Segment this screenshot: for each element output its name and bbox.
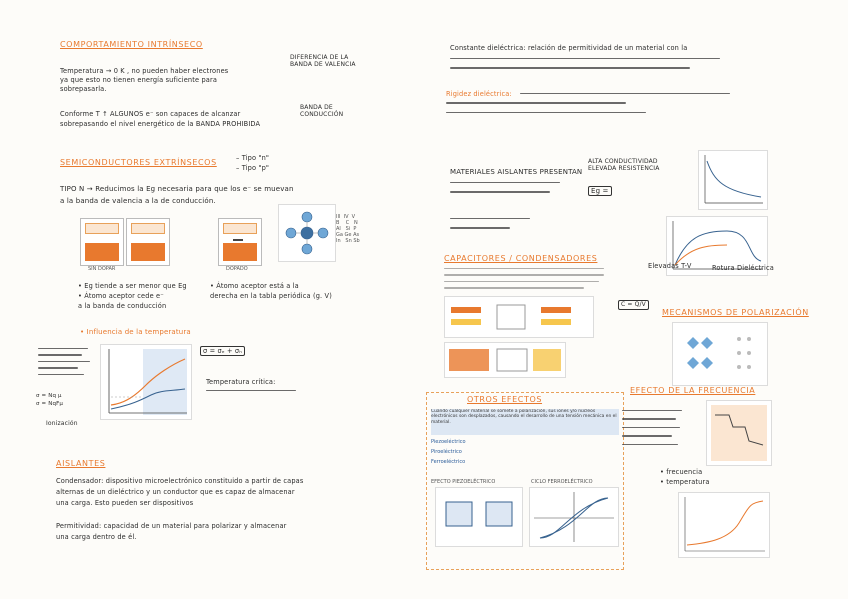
piezo-label: Piezoeléctrico [431, 439, 466, 445]
text-line: ya que esto no tienen energía suficiente para [60, 76, 218, 84]
doped-label: DOPADO [226, 266, 248, 272]
piro-label: Piroeléctrico [431, 449, 462, 455]
effects-description: Cuando cualquier material se somete a polarización, sus iones y/o núcleos electrónicos son desplazados, causando el desarrollo de una tensión mecánica en el material. [431, 409, 619, 435]
text-line: Condensador: dispositivo microelectrónico constituido a partir de capas [56, 477, 304, 485]
text-line: sobrepasando el nivel energético de la BANDA PROHIBIDA [60, 120, 261, 128]
text-line: TIPO N → Reducimos la Eg necesaria para que los e⁻ se muevan [60, 185, 294, 193]
text-block [444, 268, 604, 289]
band-label: BANDA DE CONDUCCIÓN [300, 104, 344, 118]
type-p: – Tipo "p" [236, 164, 270, 172]
type-n: – Tipo "n" [236, 154, 270, 162]
text-line: Conforme T ↑ ALGUNOS e⁻ son capaces de alcanzar [60, 110, 241, 118]
ferro-loop-figure [529, 487, 619, 547]
piezo-figure [435, 487, 523, 547]
materials-right-label: ALTA CONDUCTIVIDAD ELEVADA RESISTENCIA [588, 158, 660, 172]
critical-temp-label: Temperatura crítica: [206, 378, 276, 386]
periodic-table-snippet: III IV V B C N Al Si P Ga Ge As In Sn Sb [336, 214, 360, 244]
bullet: • Átomo aceptor está a la [210, 282, 299, 290]
text-line: alternas de un dieléctrico y un conductor que es capaz de almacenar [56, 488, 295, 496]
frequency-list: • frecuencia [660, 468, 703, 476]
conductivity-notes [38, 348, 96, 380]
scribble-block [450, 182, 560, 193]
text-line: Permitividad: capacidad de un material para polarizar y almacenar [56, 522, 287, 530]
section-title-frecuencia: EFECTO DE LA FRECUENCIA [630, 386, 756, 395]
band-label: DIFERENCIA DE LA BANDA DE VALENCIA [290, 54, 356, 68]
undoped-label: SIN DOPAR [88, 266, 116, 272]
band-diagram-undoped [80, 218, 124, 266]
elevated-label: Elevadas T-V [648, 262, 692, 270]
scribble-block [450, 218, 530, 229]
scribble-line [206, 390, 296, 391]
decay-curve-figure [698, 150, 768, 210]
section-title-condensadores: CAPACITORES / CONDENSADORES [444, 254, 598, 263]
bullet: • Átomo aceptor cede e⁻ [78, 292, 164, 300]
otros-efectos-box [426, 392, 624, 570]
dielectric-figure [444, 342, 566, 378]
ferro-label: Ferroeléctrico [431, 459, 466, 465]
bullet: • Eg tiende a ser menor que Eg [78, 282, 187, 290]
text-line: a la banda de valencia a la de conducción. [60, 197, 216, 205]
bullet: derecha en la tabla periódica (g. V) [210, 292, 332, 300]
band-diagram-undoped-2 [126, 218, 170, 266]
text-line: sobrepasarla. [60, 85, 107, 93]
atom-lattice-figure [278, 204, 336, 262]
text-line: una carga dentro de él. [56, 533, 137, 541]
frequency-list: • temperatura [660, 478, 710, 486]
materials-heading: MATERIALES AISLANTES PRESENTAN [450, 168, 583, 176]
scribble-block [520, 93, 730, 113]
section-title-extrinsecos: SEMICONDUCTORES EXTRÍNSECOS [60, 158, 217, 167]
section-title-aislantes: AISLANTES [56, 459, 106, 468]
eg-formula: Eg = [588, 186, 612, 196]
scribble-block [450, 58, 720, 69]
capacitor-figure [444, 296, 594, 338]
ionization-label: Ionización [46, 420, 78, 427]
section-title-polarizacion: MECANISMOS DE POLARIZACIÓN [662, 308, 809, 317]
frequency-figure [706, 400, 772, 466]
section-title-intrinseco: COMPORTAMIENTO INTRÍNSECO [60, 40, 203, 49]
breakdown-label: Rotura Dieléctrica [712, 264, 774, 272]
temperature-subtitle: • Influencia de la temperatura [80, 328, 191, 336]
text-line: Temperatura → 0 K , no pueden haber electrones [60, 67, 229, 75]
band-diagram-doped [218, 218, 262, 266]
scribble-block [622, 410, 682, 445]
bullet: a la banda de conducción [78, 302, 167, 310]
effect-figure-label: EFECTO PIEZOELÉCTRICO [431, 479, 496, 485]
formula-box: σ = Nq μ σ = NqFμ [36, 393, 64, 407]
conductivity-formula: σ = σₑ + σₕ [200, 346, 245, 356]
rigidez-label: Rigidez dieléctrica: [446, 90, 512, 98]
capacitance-formula: C = Q/V [618, 300, 649, 310]
conductivity-temperature-figure [100, 344, 192, 420]
text-line: Constante dieléctrica: relación de permitividad de un material con la [450, 44, 688, 52]
text-line: una carga. Esto pueden ser dispositivos [56, 499, 194, 507]
section-title-otros: OTROS EFECTOS [467, 395, 543, 404]
effect-figure-label: CICLO FERROELÉCTRICO [531, 479, 593, 485]
frequency-figure-2 [678, 492, 770, 558]
atom-lattice-icon [279, 205, 335, 261]
polarization-figure [672, 322, 768, 386]
